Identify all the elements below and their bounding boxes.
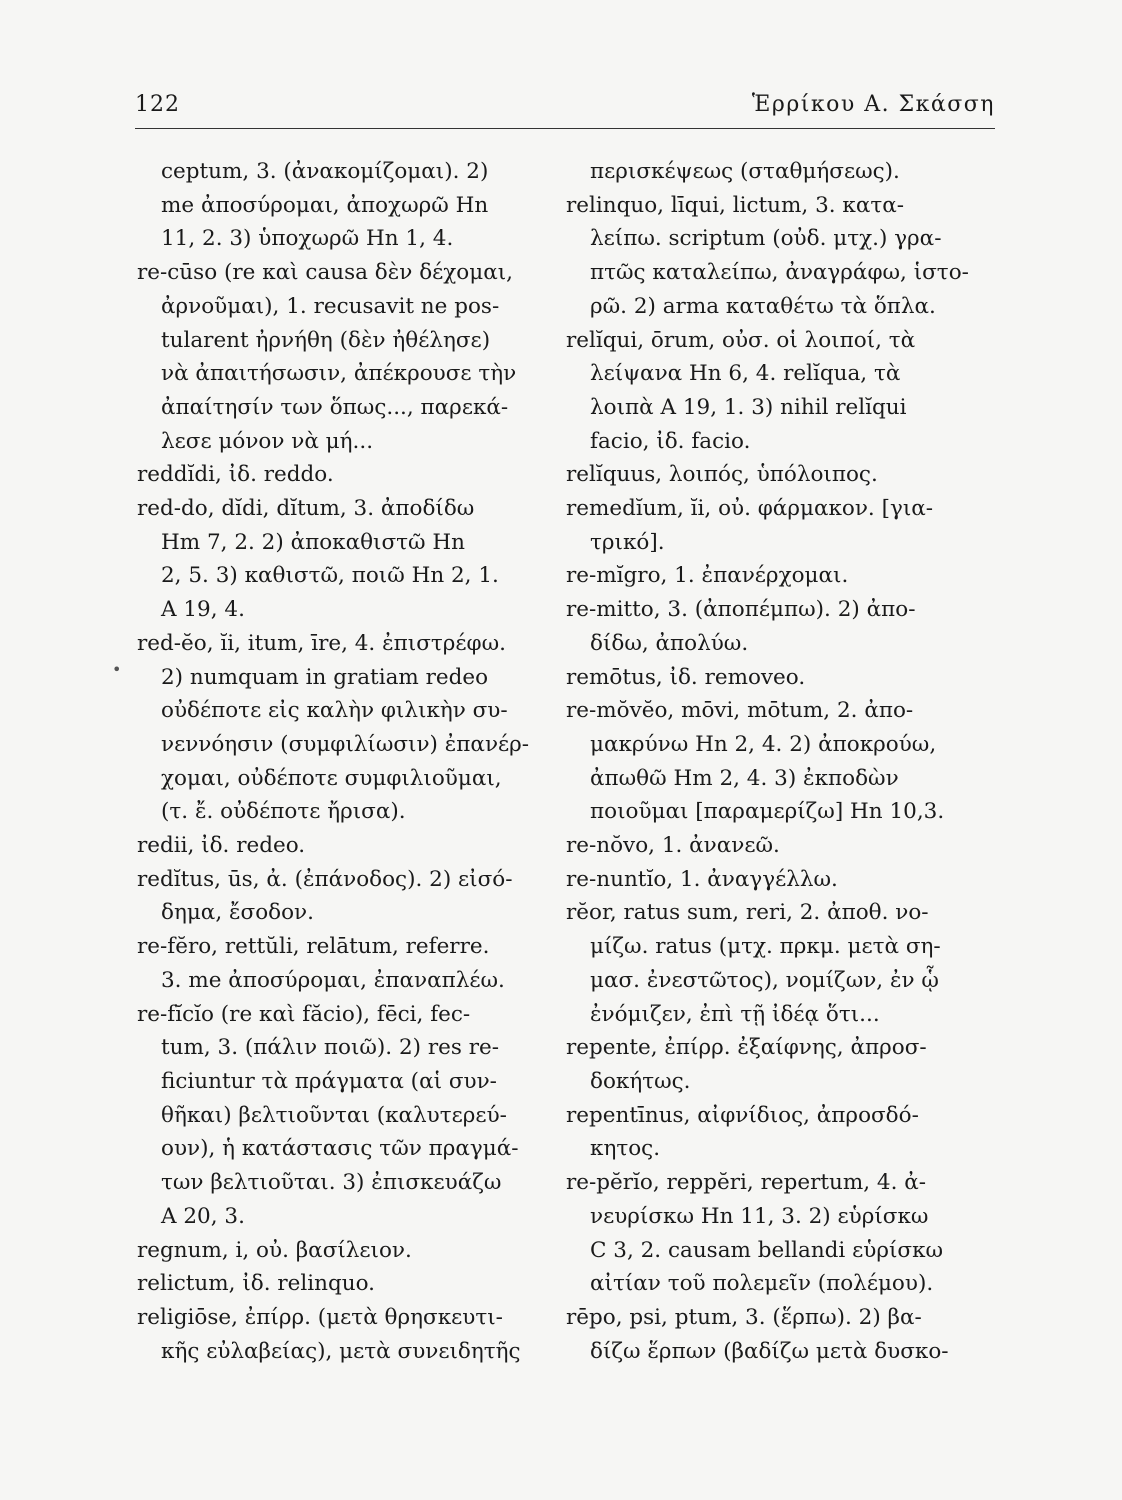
dictionary-entry-line: re-mĭgro, 1. ἐπανέρχομαι. [566,563,849,589]
entry-continuation-line: λεσε μόνον νὰ μή... [161,428,374,454]
dictionary-entry-line: re-cūso (re καὶ causa δὲν δέχομαι, [137,260,513,286]
entry-continuation-line: λοιπὰ A 19, 1. 3) nihil relĭqui [590,394,907,420]
entry-continuation-line: λείπω. scriptum (οὐδ. μτχ.) γρα- [590,226,942,252]
entry-continuation-line: χομαι, οὐδέποτε συμφιλιοῦμαι, [161,765,502,791]
dictionary-entry-line: redii, ἰδ. redeo. [137,833,306,859]
entry-continuation-line: tularent ἠρνήθη (δὲν ἠθέλησε) [161,327,491,353]
entry-continuation-line: C 3, 2. causam bellandi εὑρίσκω [590,1237,944,1263]
entry-continuation-line: 3. me ἀποσύρομαι, ἐπαναπλέω. [161,967,505,993]
entry-continuation-line: A 19, 4. [161,597,245,623]
entry-continuation-line: μασ. ἐνεστῶτος), νομίζων, ἐν ᾧ [590,967,939,993]
entry-continuation-line: (τ. ἔ. οὐδέποτε ἤρισα). [161,799,406,825]
entry-continuation-line: A 20, 3. [161,1203,245,1229]
dictionary-entry-line: red-do, dĭdi, dĭtum, 3. ἀποδίδω [137,496,475,522]
entry-continuation-line: περισκέψεως (σταθμήσεως). [590,159,900,184]
entry-continuation-line: ἀπαίτησίν των ὅπως..., παρεκά- [161,394,509,420]
entry-continuation-line: facio, ἰδ. facio. [590,428,751,454]
dictionary-entry-line: relictum, ἰδ. relinquo. [137,1271,375,1297]
dictionary-entry-line: rĕor, ratus sum, reri, 2. ἀποθ. νο- [566,900,929,926]
entry-continuation-line: tum, 3. (πάλιν ποιῶ). 2) res re- [161,1035,500,1061]
entry-continuation-line: δοκήτως. [590,1068,691,1094]
dictionary-entry-line: re-nŏvo, 1. ἀνανεῶ. [566,833,780,859]
entry-continuation-line: 2, 5. 3) καθιστῶ, ποιῶ Hn 2, 1. [161,563,499,589]
entry-continuation-line: ποιοῦμαι [παραμερίζω] Hn 10,3. [590,799,945,825]
entry-continuation-line: ουν), ἡ κατάστασις τῶν πραγμά- [161,1136,519,1162]
dictionary-entry-line: redĭtus, ūs, ἀ. (ἐπάνοδος). 2) εἰσό- [137,866,513,892]
entry-continuation-line: μακρύνω Hn 2, 4. 2) ἀποκρούω, [590,731,937,757]
dictionary-entry-line: remedĭum, ĭi, οὐ. φάρμακον. [για- [566,496,934,522]
dictionary-entry-line: regnum, i, οὐ. βασίλειον. [137,1237,412,1263]
dictionary-entry-line: re-fĕro, rettŭli, relātum, referre. [137,934,490,960]
dictionary-entry-line: repente, ἐπίρρ. ἐξαίφνης, ἀπροσ- [566,1035,927,1061]
entry-continuation-line: μίζω. ratus (μτχ. πρκμ. μετὰ ση- [590,934,941,960]
entry-continuation-line: δίζω ἕρπων (βαδίζω μετὰ δυσκο- [590,1338,949,1364]
entry-continuation-line: Hm 7, 2. 2) ἀποκαθιστῶ Hn [161,529,466,555]
margin-mark: • [112,660,122,679]
page-number: 122 [135,92,180,117]
entry-continuation-line: λείψανα Hn 6, 4. relĭqua, τὰ [590,361,901,387]
entry-continuation-line: οὐδέποτε εἰς καλὴν φιλικὴν συ- [161,698,508,724]
entry-continuation-line: ἀπωθῶ Hm 2, 4. 3) ἐκποδὼν [590,765,899,791]
dictionary-entry-line: re-fĭcĭo (re καὶ făcio), fēci, fec- [137,1001,471,1027]
entry-continuation-line: 11, 2. 3) ὑποχωρῶ Hn 1, 4. [161,226,454,252]
entry-continuation-line: ficiuntur τὰ πράγματα (αἱ συν- [161,1068,497,1094]
page-header [135,92,995,132]
entry-continuation-line: ἀρνοῦμαι), 1. recusavit ne pos- [161,293,500,319]
entry-continuation-line: ρῶ. 2) arma καταθέτω τὰ ὅπλα. [590,293,936,319]
entry-continuation-line: πτῶς καταλείπω, ἀναγράφω, ἱστο- [590,260,969,286]
dictionary-entry-line: re-mitto, 3. (ἀποπέμπω). 2) ἀπο- [566,597,916,623]
entry-continuation-line: ceptum, 3. (ἀνακομίζομαι). 2) [161,159,489,184]
entry-continuation-line: δίδω, ἀπολύω. [590,630,749,656]
dictionary-entry-line: re-nuntĭo, 1. ἀναγγέλλω. [566,866,838,892]
dictionary-entry-line: relĭquus, λοιπός, ὑπόλοιπος. [566,462,878,488]
dictionary-entry-line: religiōse, ἐπίρρ. (μετὰ θρησκευτι- [137,1304,503,1330]
entry-continuation-line: αἰτίαν τοῦ πολεμεῖν (πολέμου). [590,1271,934,1297]
entry-continuation-line: τρικό]. [590,529,665,555]
dictionary-entry-line: relinquo, līqui, lictum, 3. κατα- [566,192,905,218]
entry-continuation-line: νευρίσκω Hn 11, 3. 2) εὑρίσκω [590,1203,929,1229]
entry-continuation-line: 2) numquam in gratiam redeo [161,664,489,690]
entry-continuation-line: ἐνόμιζεν, ἐπὶ τῇ ἰδέᾳ ὅτι... [590,1001,880,1027]
right-column [566,155,991,1368]
dictionary-entry-line: re-mŏvĕo, mōvi, mōtum, 2. ἀπο- [566,698,914,724]
entry-continuation-line: νὰ ἀπαιτήσωσιν, ἀπέκρουσε τὴν [161,361,517,387]
header-rule [135,128,995,129]
dictionary-entry-line: re-pĕrĭo, reppĕri, repertum, 4. ἀ- [566,1170,927,1196]
dictionary-entry-line: reddĭdi, ἰδ. reddo. [137,462,334,488]
entry-continuation-line: θῆκαι) βελτιοῦνται (καλυτερεύ- [161,1102,507,1128]
entry-continuation-line: me ἀποσύρομαι, ἀποχωρῶ Hn [161,192,489,218]
entry-continuation-line: νεννόησιν (συμφιλίωσιν) ἐπανέρ- [161,731,530,757]
dictionary-entry-line: red-ĕo, ĭi, itum, īre, 4. ἐπιστρέφω. [137,630,506,656]
running-title: Ἑρρίκου Α. Σκάσση [751,92,995,117]
entry-continuation-line: κητος. [590,1136,661,1162]
dictionary-entry-line: repentīnus, αἰφνίδιος, ἀπροσδό- [566,1102,919,1128]
dictionary-entry-line: rēpo, psi, ptum, 3. (ἕρπω). 2) βα- [566,1304,922,1330]
dictionary-entry-line: relĭqui, ōrum, οὐσ. οἱ λοιποί, τὰ [566,327,916,353]
entry-continuation-line: των βελτιοῦται. 3) ἐπισκευάζω [161,1170,502,1196]
entry-continuation-line: δημα, ἔσοδον. [161,900,314,926]
dictionary-entry-line: remōtus, ἰδ. removeo. [566,664,806,690]
entry-continuation-line: κῆς εὐλαβείας), μετὰ συνειδητῆς [161,1338,521,1364]
left-column [137,155,547,1368]
